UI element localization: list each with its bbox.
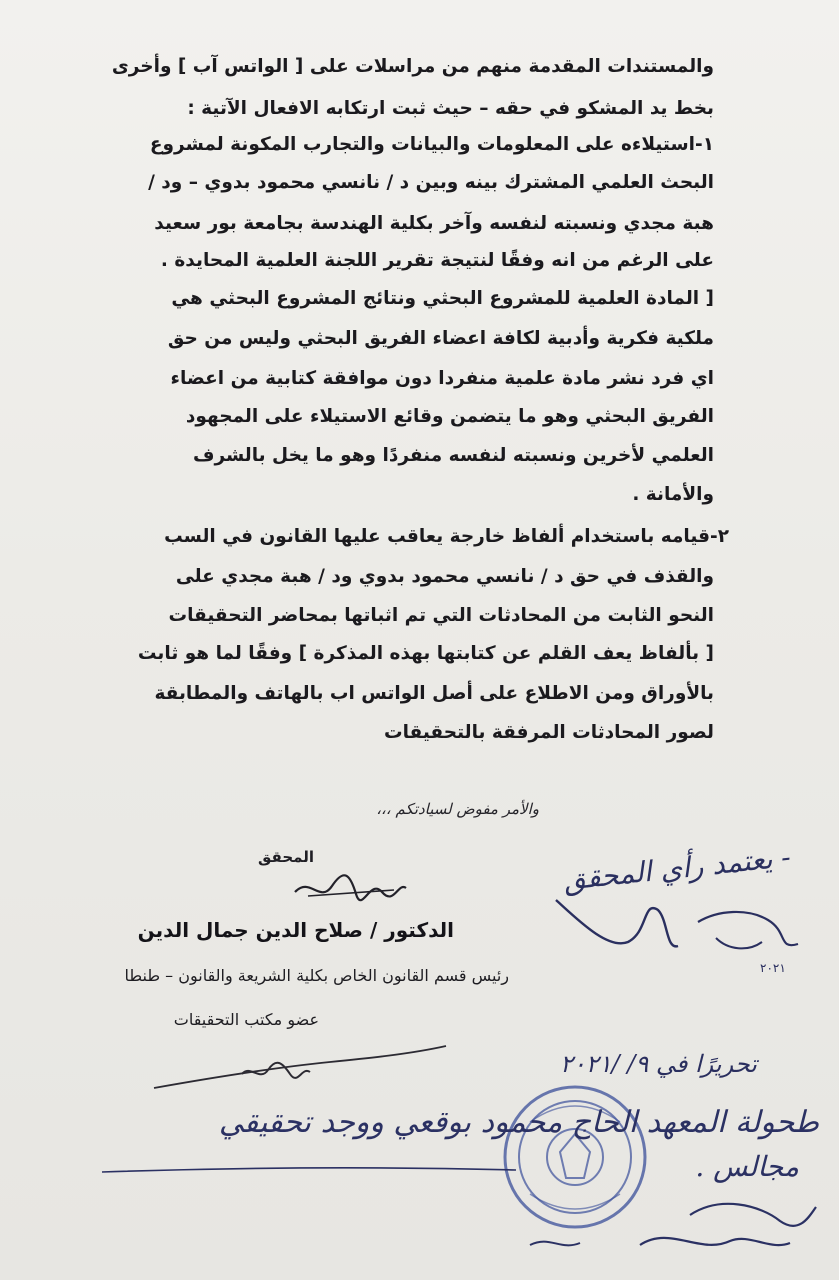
memo-line: [ بألفاظ يعف القلم عن كتابتها بهذه المذكرة ] وفقًا لما هو ثابت xyxy=(137,643,714,664)
memo-line: والأمانة . xyxy=(632,484,714,505)
memo-line: على الرغم من انه وفقًا لنتيجة تقرير اللجنة العلمية المحايدة . xyxy=(160,250,714,271)
bottom-signature xyxy=(520,1185,820,1270)
investigator-signature xyxy=(290,868,410,908)
memo-line: ١-استيلاءه على المعلومات والبيانات والتجارب المكونة لمشروع xyxy=(149,134,714,155)
memo-line: هبة مجدي ونسبته لنفسه وآخر بكلية الهندسة بجامعة بور سعيد xyxy=(154,213,714,234)
approver-date-scrawl: ٢٠٢١ xyxy=(760,961,786,975)
memo-line: ٢-قيامه باستخدام ألفاظ خارجة يعاقب عليها القانون في السب xyxy=(164,526,729,547)
memo-line: الفريق البحثي وهو ما يتضمن وقائع الاستيلاء على المجهود xyxy=(185,406,714,427)
memo-line: العلمي لأخرين ونسبته لنفسه منفردًا وهو ما يخل بالشرف xyxy=(192,445,714,466)
memo-line: والمستندات المقدمة منهم من مراسلات على [ الواتس آب ] وأخرى xyxy=(111,56,714,77)
memo-line: ملكية فكرية وأدبية لكافة اعضاء الفريق البحثي وليس من حق xyxy=(167,328,714,349)
handwritten-date: تحريرًا في ٩/ /٢٠٢١ xyxy=(559,1050,757,1078)
underline-stroke xyxy=(100,1162,520,1182)
signer-title: رئيس قسم القانون الخاص بكلية الشريعة والقانون – طنطا xyxy=(124,966,509,985)
signer-name: الدكتور / صلاح الدين جمال الدين xyxy=(137,918,454,942)
memo-line: بخط يد المشكو في حقه – حيث ثبت ارتكابه الافعال الآتية : xyxy=(187,98,714,119)
handwritten-line-2: مجالس . xyxy=(695,1150,799,1183)
closing-phrase: والأمر مفوض لسيادتكم ،،، xyxy=(376,800,539,818)
memo-line: بالأوراق ومن الاطلاع على أصل الواتس اب بالهاتف والمطابقة xyxy=(154,683,714,704)
handwritten-approval-note: - يعتمد رأي المحقق xyxy=(561,840,793,897)
memo-line: [ المادة العلمية للمشروع البحثي ونتائج المشروع البحثي هي xyxy=(171,288,714,309)
signer-member: عضو مكتب التحقيقات xyxy=(173,1010,319,1029)
memo-line: النحو الثابت من المحادثات التي تم اثباتها بمحاضر التحقيقات xyxy=(168,605,714,626)
second-signature xyxy=(150,1028,450,1098)
memo-line: البحث العلمي المشترك بينه وبين د / نانسي محمود بدوي – ود / xyxy=(148,172,714,193)
investigator-label: المحقق xyxy=(258,848,314,866)
memo-line: اي فرد نشر مادة علمية منفردا دون موافقة كتابية من اعضاء xyxy=(170,368,714,389)
memo-line: والقذف في حق د / نانسي محمود بدوي ود / هبة مجدي على xyxy=(175,566,714,587)
approver-signature xyxy=(548,880,818,980)
memo-line: لصور المحادثات المرفقة بالتحقيقات xyxy=(384,722,714,743)
handwritten-line-1: طحولة المعهد الحاج محمود بوقعي ووجد تحقيقي xyxy=(218,1105,819,1140)
